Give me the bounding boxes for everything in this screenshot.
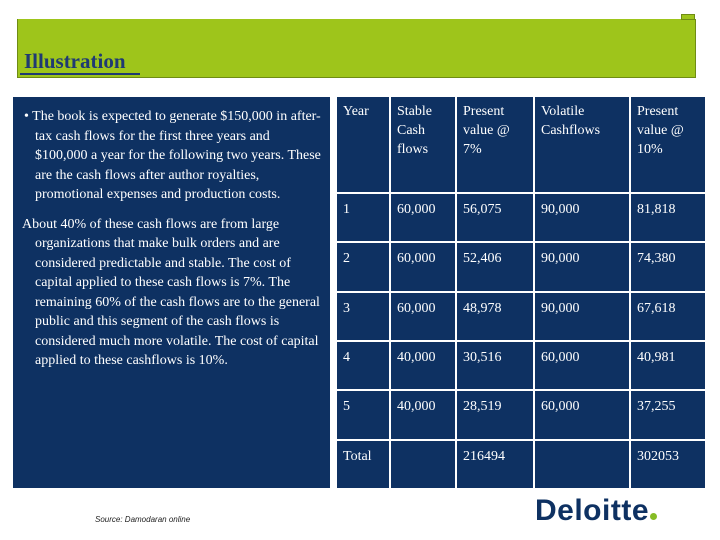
table-row bbox=[336, 193, 706, 242]
cell-stable: 60,000 bbox=[390, 292, 456, 341]
cell-volatile: 60,000 bbox=[534, 390, 630, 439]
table-total-row bbox=[336, 440, 706, 489]
total-pv7: 216494 bbox=[456, 440, 534, 489]
header-volatile-cashflows: Volatile Cashflows bbox=[534, 96, 630, 193]
cell-year: 4 bbox=[336, 341, 390, 390]
cash-flow-table bbox=[335, 95, 707, 490]
cell-pv7: 52,406 bbox=[456, 242, 534, 291]
table-row bbox=[336, 292, 706, 341]
cell-year: 1 bbox=[336, 193, 390, 242]
description-panel bbox=[13, 97, 330, 488]
cell-volatile: 90,000 bbox=[534, 193, 630, 242]
header-present-value-7: Present value @ 7% bbox=[456, 96, 534, 193]
table-header-row bbox=[336, 96, 706, 193]
cell-pv7: 28,519 bbox=[456, 390, 534, 439]
header-present-value-10: Present value @ 10% bbox=[630, 96, 706, 193]
page-title: Illustration bbox=[24, 49, 126, 73]
bullet-icon: • bbox=[24, 109, 29, 124]
total-label: Total bbox=[336, 440, 390, 489]
total-volatile bbox=[534, 440, 630, 489]
cell-pv7: 48,978 bbox=[456, 292, 534, 341]
table-row bbox=[336, 390, 706, 439]
cell-pv7: 30,516 bbox=[456, 341, 534, 390]
header-year: Year bbox=[336, 96, 390, 193]
source-note: Source: Damodaran online bbox=[95, 515, 191, 524]
table-row bbox=[336, 341, 706, 390]
cell-stable: 40,000 bbox=[390, 390, 456, 439]
cell-pv10: 40,981 bbox=[630, 341, 706, 390]
cell-volatile: 60,000 bbox=[534, 341, 630, 390]
title-underline bbox=[20, 73, 140, 75]
cell-pv7: 56,075 bbox=[456, 193, 534, 242]
description-paragraph-2: About 40% of these cash flows are from large organizations that make bulk orders and are considered predictable and stable. The cost of capital applied to these cash flows is 7%. The remaining 60% of the cash flows are to the general public and this segment of the cash flows is considered much more volatile. The cost of capital applied to these cashflows is 10%. bbox=[22, 216, 320, 368]
cell-pv10: 81,818 bbox=[630, 193, 706, 242]
cell-year: 2 bbox=[336, 242, 390, 291]
cell-stable: 60,000 bbox=[390, 193, 456, 242]
header-stable-cash-flows: Stable Cash flows bbox=[390, 96, 456, 193]
cell-pv10: 67,618 bbox=[630, 292, 706, 341]
description-paragraph-1 bbox=[21, 107, 322, 205]
total-stable bbox=[390, 440, 456, 489]
header-top-strip bbox=[17, 11, 696, 19]
total-pv10: 302053 bbox=[630, 440, 706, 489]
logo-dot-icon bbox=[650, 513, 657, 520]
table-row bbox=[336, 242, 706, 291]
logo-text: Deloitte bbox=[535, 494, 650, 527]
cell-stable: 40,000 bbox=[390, 341, 456, 390]
header-corner-tab bbox=[681, 14, 695, 20]
cell-year: 3 bbox=[336, 292, 390, 341]
cell-volatile: 90,000 bbox=[534, 292, 630, 341]
cell-pv10: 74,380 bbox=[630, 242, 706, 291]
cell-volatile: 90,000 bbox=[534, 242, 630, 291]
cell-year: 5 bbox=[336, 390, 390, 439]
cell-stable: 60,000 bbox=[390, 242, 456, 291]
paragraph-1-text: The book is expected to generate $150,000 in after-tax cash flows for the first three years and $100,000 a year for the following two years. These are the cash flows after author royalties, promotional expenses and production costs. bbox=[32, 109, 321, 202]
deloitte-logo bbox=[535, 494, 657, 528]
cell-pv10: 37,255 bbox=[630, 390, 706, 439]
